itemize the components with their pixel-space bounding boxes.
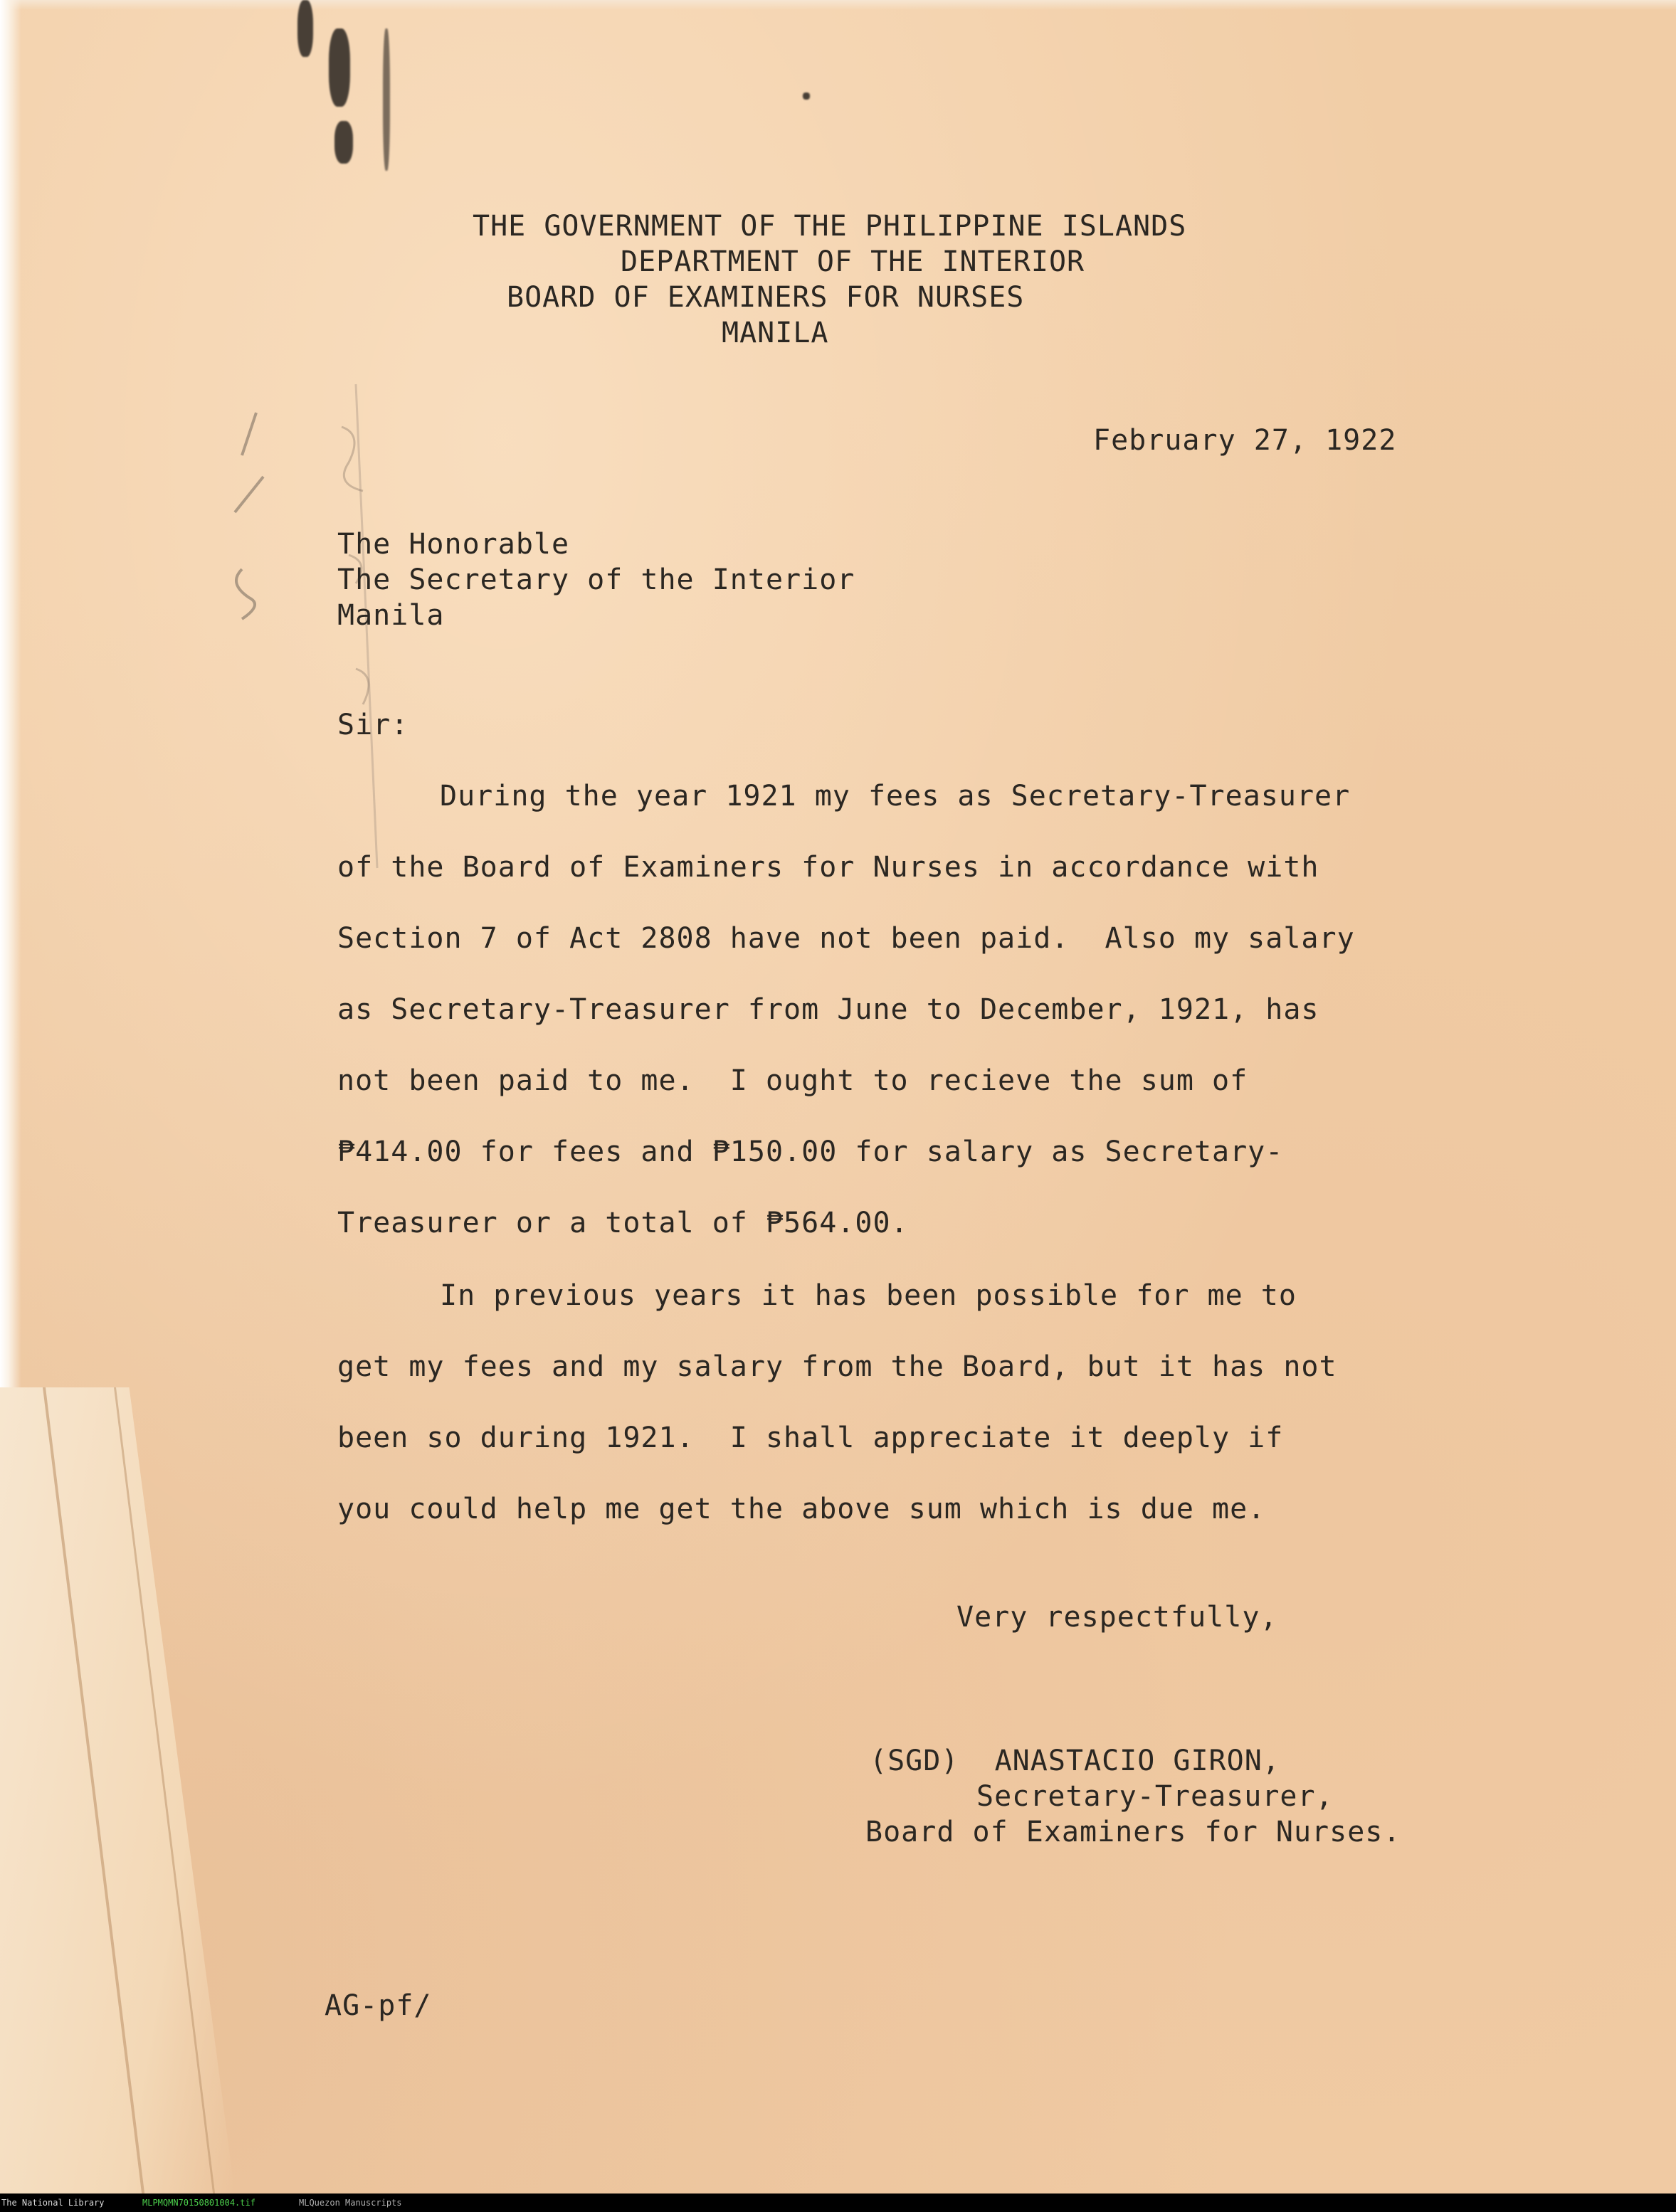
paragraph1-line: as Secretary-Treasurer from June to December, 1921, has (337, 993, 1319, 1026)
letterhead-city: MANILA (722, 317, 829, 349)
letter-date: February 27, 1922 (1093, 424, 1397, 457)
recipient-office: The Secretary of the Interior (337, 563, 855, 596)
signature-title: Secretary-Treasurer, (976, 1780, 1334, 1813)
letterhead-government: THE GOVERNMENT OF THE PHILIPPINE ISLANDS (473, 210, 1187, 243)
signature-name: (SGD) ANASTACIO GIRON, (870, 1745, 1280, 1777)
ink-dot-mark (803, 92, 810, 100)
closing: Very respectfully, (956, 1601, 1278, 1634)
reference-initials: AG-pf/ (325, 1989, 432, 2022)
footer-file-id: MLPMQMN70150801004.tif (142, 2198, 255, 2208)
letterhead-department: DEPARTMENT OF THE INTERIOR (621, 245, 1085, 278)
salutation: Sir: (337, 709, 409, 741)
ink-smudge-mark (329, 28, 350, 107)
paper-top-edge (0, 0, 1676, 10)
paragraph1-line: Treasurer or a total of ₱564.00. (337, 1207, 909, 1239)
paragraph2-line: been so during 1921. I shall appreciate it deeply if (337, 1422, 1284, 1454)
signature-organization: Board of Examiners for Nurses. (865, 1816, 1401, 1848)
ink-smudge-mark (297, 0, 313, 57)
letterhead-board: BOARD OF EXAMINERS FOR NURSES (507, 281, 1025, 314)
footer-library-name: The National Library (1, 2198, 105, 2208)
ink-smudge-mark (383, 28, 390, 171)
paragraph1-line: ₱414.00 for fees and ₱150.00 for salary as Secretary- (337, 1136, 1284, 1168)
recipient-city: Manila (337, 599, 445, 632)
paragraph1-line: During the year 1921 my fees as Secretary-Treasurer (440, 780, 1351, 813)
paragraph2-line: you could help me get the above sum which is due me. (337, 1493, 1266, 1525)
paragraph2-line: get my fees and my salary from the Board, but it has not (337, 1350, 1337, 1383)
recipient-title: The Honorable (337, 528, 570, 561)
footer-collection: MLQuezon Manuscripts (299, 2198, 402, 2208)
ink-smudge-mark (334, 121, 353, 164)
paragraph1-line: of the Board of Examiners for Nurses in accordance with (337, 851, 1319, 884)
paragraph1-line: not been paid to me. I ought to recieve the sum of (337, 1064, 1248, 1097)
paragraph2-line: In previous years it has been possible for me to (440, 1279, 1297, 1312)
paragraph1-line: Section 7 of Act 2808 have not been paid. Also my salary (337, 922, 1355, 955)
